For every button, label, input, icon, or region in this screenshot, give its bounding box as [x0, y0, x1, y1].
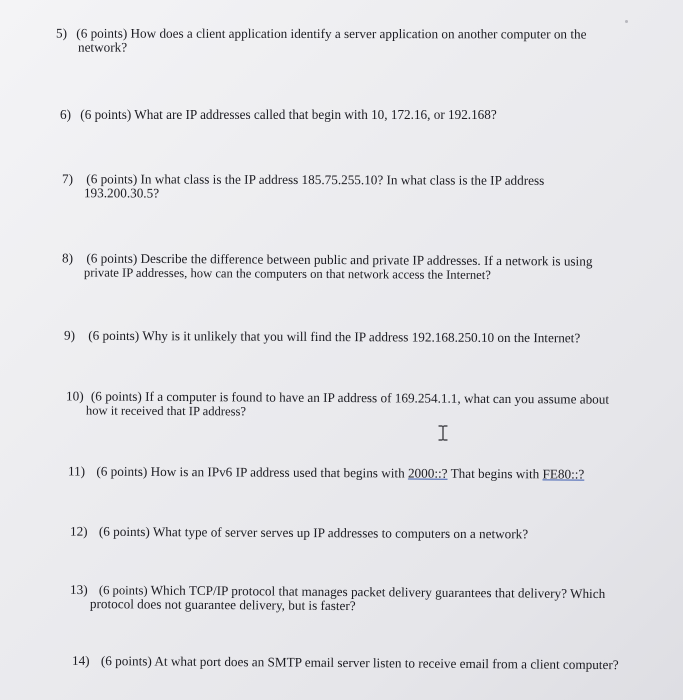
question-14 — [72, 654, 619, 672]
question-6 — [60, 108, 497, 122]
question-10-text: If a computer is found to have an IP address of 169.254.1.1, what can you assume about — [145, 388, 610, 407]
question-11-prefix-fe80: FE80::? — [542, 466, 585, 482]
question-8-points: (6 points) — [86, 250, 138, 266]
question-5-text: How does a client application identify a server application on another computer on the — [130, 25, 587, 42]
question-11-number: 11) — [67, 463, 86, 479]
question-9-number: 9) — [63, 327, 76, 343]
question-7-number: 7) — [62, 171, 74, 187]
text-cursor-icon — [438, 425, 448, 441]
question-7 — [62, 172, 544, 202]
question-9-points: (6 points) — [88, 327, 140, 344]
question-5-points: (6 points) — [76, 25, 128, 41]
question-8 — [62, 251, 593, 282]
question-10-number: 10) — [66, 388, 84, 404]
question-14-line-1 — [72, 654, 619, 672]
question-14-number: 14) — [71, 652, 90, 668]
question-13-text-cont: protocol does not guarantee delivery, but is faster? — [89, 596, 356, 614]
question-14-points: (6 points) — [100, 653, 152, 669]
question-5 — [56, 27, 586, 56]
question-7-points: (6 points) — [86, 171, 138, 187]
question-6-line-1 — [60, 108, 497, 122]
question-13-points: (6 points) — [98, 583, 148, 598]
question-6-number: 6) — [60, 107, 71, 122]
question-5-number: 5) — [56, 25, 68, 41]
question-5-text-cont: network? — [77, 39, 128, 55]
question-13-number: 13) — [70, 581, 88, 598]
question-10-text-cont: how it received that IP address? — [85, 403, 247, 419]
question-8-text-cont: private IP addresses, how can the computers on that network access the Internet? — [83, 265, 491, 282]
question-5-line-1 — [56, 27, 586, 42]
question-12 — [70, 525, 528, 542]
question-13 — [70, 583, 605, 615]
question-7-text-cont: 193.200.30.5? — [83, 185, 160, 201]
question-11-points: (6 points) — [96, 463, 148, 479]
question-6-points: (6 points) — [80, 107, 132, 122]
question-9 — [64, 329, 580, 346]
question-11-line-1 — [68, 464, 584, 481]
question-10-points: (6 points) — [90, 388, 142, 404]
question-11-text-c: That begins with — [450, 465, 540, 482]
question-6-text: What are IP addresses called that begin with 10, 172.16, or 192.168? — [134, 107, 497, 122]
question-13-text: Which TCP/IP protocol that manages packet delivery guarantees that delivery? Which — [150, 582, 606, 602]
question-12-number: 12) — [69, 523, 88, 539]
question-8-text: Describe the difference between public and private IP addresses. If a network is using — [140, 250, 593, 269]
question-14-text: At what port does an SMTP email server listen to receive email from a client computer? — [154, 653, 619, 673]
stray-mark — [625, 20, 628, 23]
question-9-line-1 — [64, 329, 580, 346]
question-12-text: What type of server serves up IP addresses to computers on a network? — [152, 524, 529, 542]
question-8-number: 8) — [62, 250, 74, 266]
question-12-points: (6 points) — [98, 523, 150, 540]
question-12-line-1 — [70, 525, 528, 542]
question-7-text: In what class is the IP address 185.75.255.10? In what class is the IP address — [140, 171, 545, 188]
question-10 — [66, 389, 609, 420]
question-11-prefix-2000: 2000::? — [407, 465, 448, 481]
question-9-text: Why is it unlikely that you will find the IP address 192.168.250.10 on the Internet? — [142, 328, 581, 346]
question-11-text-a: How is an IPv6 IP address used that begins with — [150, 463, 405, 481]
question-11 — [68, 464, 584, 481]
